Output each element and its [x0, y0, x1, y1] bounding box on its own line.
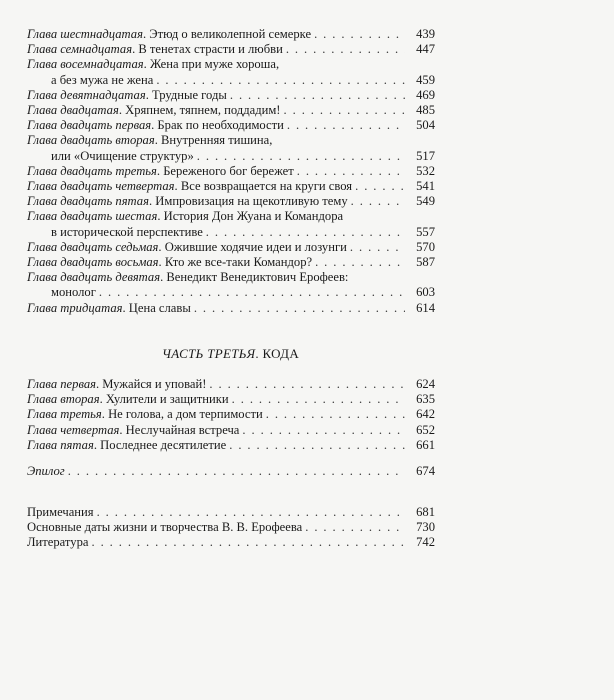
toc-entry-text: Глава шестнадцатая. Этюд о великолепной семерке: [27, 27, 312, 41]
dot-leader: [286, 42, 405, 57]
toc-entry-text: Глава девятнадцатая. Трудные годы: [27, 87, 227, 102]
toc-entry: [27, 520, 435, 535]
toc-entry: [27, 194, 435, 209]
chapter-label: Глава двадцать пятая: [27, 194, 149, 209]
toc-entry: [27, 118, 435, 133]
chapter-label: Глава восемнадцатая: [27, 57, 144, 72]
dot-leader: [232, 392, 405, 407]
chapter-title: Не голова, а дом терпимости: [108, 407, 263, 422]
toc-entry-line: [27, 103, 435, 118]
chapter-title: Импровизация на щекотливую тему: [155, 194, 348, 209]
dot-leader: [242, 423, 405, 438]
toc-entry-line: [27, 88, 435, 103]
dot-leader: [355, 179, 405, 194]
toc-entry-line: [27, 225, 435, 240]
page-number: 469: [416, 87, 435, 102]
chapter-label: Глава двадцать шестая: [27, 209, 158, 224]
chapter-label: Глава двадцать вторая: [27, 133, 155, 148]
toc-entry-text: Глава пятая. Последнее десятилетие: [27, 437, 227, 452]
page-number: 504: [416, 118, 435, 133]
toc-entry: [27, 377, 435, 392]
toc-entry-text: Глава двадцать третья. Береженого бог бережет: [27, 163, 294, 178]
page-number: 642: [416, 407, 435, 422]
toc-entry-line: [27, 179, 435, 194]
chapter-label: Глава вторая: [27, 392, 100, 407]
dot-leader: [287, 118, 405, 133]
chapter-label: Глава тридцатая: [27, 300, 123, 315]
toc-entry: [27, 392, 435, 407]
chapter-label: Глава двадцать седьмая: [27, 239, 159, 254]
toc-entry-line: [27, 133, 435, 148]
page-number: 624: [416, 377, 435, 391]
chapter-label: Глава третья: [27, 407, 102, 422]
page-number: 730: [416, 520, 435, 535]
toc-entry-text: Глава третья. Не голова, а дом терпимости: [27, 407, 263, 422]
toc-entry: [27, 179, 435, 194]
page-number: 652: [416, 422, 435, 437]
chapter-title-continued: или «Очищение структур»: [51, 148, 194, 163]
toc-entry-line: [27, 464, 435, 479]
dot-leader: [156, 73, 405, 88]
page-number: 541: [416, 179, 435, 194]
toc-entry: [27, 42, 435, 57]
toc-entry-line: [27, 520, 435, 535]
chapter-label: Глава двадцать восьмая: [27, 255, 159, 270]
dot-leader: [297, 164, 405, 179]
chapter-title-continued: монолог: [51, 285, 96, 300]
toc-entry-text: Глава тридцатая. Цена славы: [27, 300, 191, 315]
dot-leader: [97, 505, 405, 520]
toc-back-matter: [27, 505, 435, 551]
toc-entry: [27, 88, 435, 103]
part-heading-title: . КОДА: [255, 346, 300, 361]
toc-entry-text: [27, 520, 302, 535]
chapter-title: Береженого бог бережет: [163, 163, 294, 178]
page-number: 674: [416, 464, 435, 478]
part-heading-label: ЧАСТЬ ТРЕТЬЯ: [162, 346, 256, 361]
page-number: 532: [416, 163, 435, 178]
chapter-label: Глава девятнадцатая: [27, 87, 146, 102]
page-number: 603: [416, 285, 435, 300]
chapter-title-continued: а без мужа не жена: [51, 72, 154, 87]
dot-leader: [284, 103, 406, 118]
dot-leader: [91, 535, 405, 550]
toc-entry-line: [27, 505, 435, 520]
toc-entry-line: [27, 240, 435, 255]
chapter-title: Мужайся и уповай!: [102, 377, 207, 391]
chapter-label: Глава четвертая: [27, 422, 120, 437]
toc-entry-line: [27, 535, 435, 550]
dot-leader: [314, 27, 405, 42]
toc-entry: [27, 164, 435, 179]
toc-entry-text: Глава двадцать четвертая. Все возвращается на круги своя: [27, 179, 353, 194]
chapter-title: Брак по необходимости: [157, 118, 284, 133]
toc-entry-line: [27, 270, 435, 285]
toc-entry-line: [27, 285, 435, 300]
toc-entry: [27, 505, 435, 520]
toc-entry: [27, 133, 435, 163]
toc-entry-line: [27, 164, 435, 179]
chapter-title: Жена при муже хороша,: [149, 57, 280, 72]
chapter-title: В тенетах страсти и любви: [138, 42, 283, 57]
toc-entry-line: [27, 194, 435, 209]
toc-part-two: [27, 27, 435, 316]
chapter-title: Этюд о великолепной семерке: [149, 27, 312, 41]
page-number: 681: [416, 505, 435, 519]
chapter-label: Глава двадцать первая: [27, 118, 152, 133]
dot-leader: [206, 225, 405, 240]
page-number: 557: [416, 224, 435, 239]
chapter-label: Эпилог: [27, 464, 65, 478]
page-number: 439: [416, 27, 435, 41]
toc-entry-text: Глава двадцать седьмая. Ожившие ходячие идеи и лозунги: [27, 239, 347, 254]
toc-entry: [27, 57, 435, 87]
dot-leader: [315, 255, 405, 270]
chapter-title: Литература: [27, 535, 89, 550]
toc-entry: [27, 423, 435, 438]
page-number: 570: [416, 239, 435, 254]
chapter-title: Основные даты жизни и творчества В. В. Ерофеева: [27, 520, 303, 535]
page-number: 614: [416, 300, 435, 315]
chapter-title: Хулители и защитники: [105, 392, 229, 407]
chapter-title: Последнее десятилетие: [100, 437, 227, 452]
page-number: 661: [416, 437, 435, 452]
toc-entry-text: Глава первая. Мужайся и уповай!: [27, 377, 207, 391]
part-heading: [162, 346, 299, 362]
chapter-title: Все возвращается на круги своя: [180, 179, 353, 194]
chapter-label: Глава двадцатая: [27, 103, 119, 118]
toc-entry-line: [27, 392, 435, 407]
toc-entry-line: [27, 57, 435, 72]
toc-part-three: [27, 377, 435, 453]
toc-entry-line: [27, 301, 435, 316]
dot-leader: [209, 377, 405, 392]
toc-entry-line: [27, 377, 435, 392]
chapter-title: Венедикт Венедиктович Ерофеев:: [166, 270, 349, 285]
toc-entry: [27, 464, 435, 479]
dot-leader: [350, 240, 405, 255]
toc-entry-text: Глава двадцать первая. Брак по необходимости: [27, 118, 284, 133]
toc-entry-line: [27, 407, 435, 422]
chapter-label: Глава пятая: [27, 437, 94, 452]
toc-entry: [27, 27, 435, 42]
page-number: 517: [416, 148, 435, 163]
chapter-title: Ожившие ходячие идеи и лозунги: [164, 239, 347, 254]
toc-entry-text: Глава восемнадцатая. Жена при муже хороша,: [27, 57, 280, 72]
toc-entry-text: Глава двадцать девятая. Венедикт Венедиктович Ерофеев:: [27, 270, 349, 285]
toc-entry: [27, 103, 435, 118]
toc-entry: [27, 255, 435, 270]
toc-entry-text: Глава вторая. Хулители и защитники: [27, 392, 229, 407]
dot-leader: [305, 520, 405, 535]
toc-entry: [27, 535, 435, 550]
dot-leader: [197, 149, 405, 164]
toc-entry-text: [27, 464, 65, 479]
chapter-title: Кто же все-таки Командор?: [164, 255, 313, 270]
dot-leader: [229, 438, 405, 453]
chapter-title: История Дон Жуана и Командора: [163, 209, 344, 224]
chapter-title: Примечания: [27, 505, 94, 519]
page-number: 742: [416, 535, 435, 550]
dot-leader: [230, 88, 405, 103]
toc-entry-line: [27, 27, 435, 42]
page-number: 635: [416, 392, 435, 407]
toc-epilogue: [27, 464, 435, 479]
toc-entry-line: [27, 118, 435, 133]
chapter-label: Глава двадцать четвертая: [27, 179, 175, 194]
chapter-label: Глава двадцать девятая: [27, 270, 161, 285]
dot-leader: [266, 407, 405, 422]
chapter-title: Внутренняя тишина,: [161, 133, 273, 148]
toc-entry-text: Глава семнадцатая. В тенетах страсти и любви: [27, 42, 283, 57]
toc-entry: [27, 270, 435, 300]
toc-entry-line: [27, 438, 435, 453]
chapter-title: Неслучайная встреча: [125, 422, 240, 437]
toc-entry-text: Глава четвертая. Неслучайная встреча: [27, 422, 240, 437]
chapter-label: Глава шестнадцатая: [27, 27, 143, 41]
chapter-label: Глава семнадцатая: [27, 42, 133, 57]
toc-entry: [27, 407, 435, 422]
toc-entry-text: [27, 535, 88, 550]
toc-entry-text: [27, 505, 94, 520]
chapter-title: Хряпнем, тяпнем, поддадим!: [125, 103, 281, 118]
toc-entry-line: [27, 423, 435, 438]
chapter-label: Глава первая: [27, 377, 96, 391]
toc-entry: [27, 240, 435, 255]
toc-entry-line: [27, 255, 435, 270]
page-number: 459: [416, 72, 435, 87]
toc-entry-line: [27, 73, 435, 88]
toc-entry-text: Глава двадцать вторая. Внутренняя тишина,: [27, 133, 273, 148]
dot-leader: [351, 194, 405, 209]
toc-entry-line: [27, 149, 435, 164]
chapter-title: Цена славы: [128, 300, 191, 315]
dot-leader: [194, 301, 405, 316]
toc-entry: [27, 301, 435, 316]
toc-entry-text: Глава двадцать шестая. История Дон Жуана и Командора: [27, 209, 344, 224]
chapter-label: Глава двадцать третья: [27, 163, 157, 178]
page-number: 549: [416, 194, 435, 209]
page-number: 587: [416, 255, 435, 270]
toc-entry: [27, 438, 435, 453]
page-number: 485: [416, 103, 435, 118]
toc-entry: [27, 209, 435, 239]
chapter-title-continued: в исторической перспективе: [51, 224, 203, 239]
toc-entry-line: [27, 209, 435, 224]
toc-entry-text: Глава двадцать восьмая. Кто же все-таки Командор?: [27, 255, 313, 270]
dot-leader: [99, 285, 405, 300]
toc-entry-text: Глава двадцать пятая. Импровизация на щекотливую тему: [27, 194, 348, 209]
page-number: 447: [416, 42, 435, 57]
toc-entry-line: [27, 42, 435, 57]
dot-leader: [68, 464, 405, 479]
toc-entry-text: Глава двадцатая. Хряпнем, тяпнем, поддадим!: [27, 103, 281, 118]
chapter-title: Трудные годы: [151, 87, 227, 102]
